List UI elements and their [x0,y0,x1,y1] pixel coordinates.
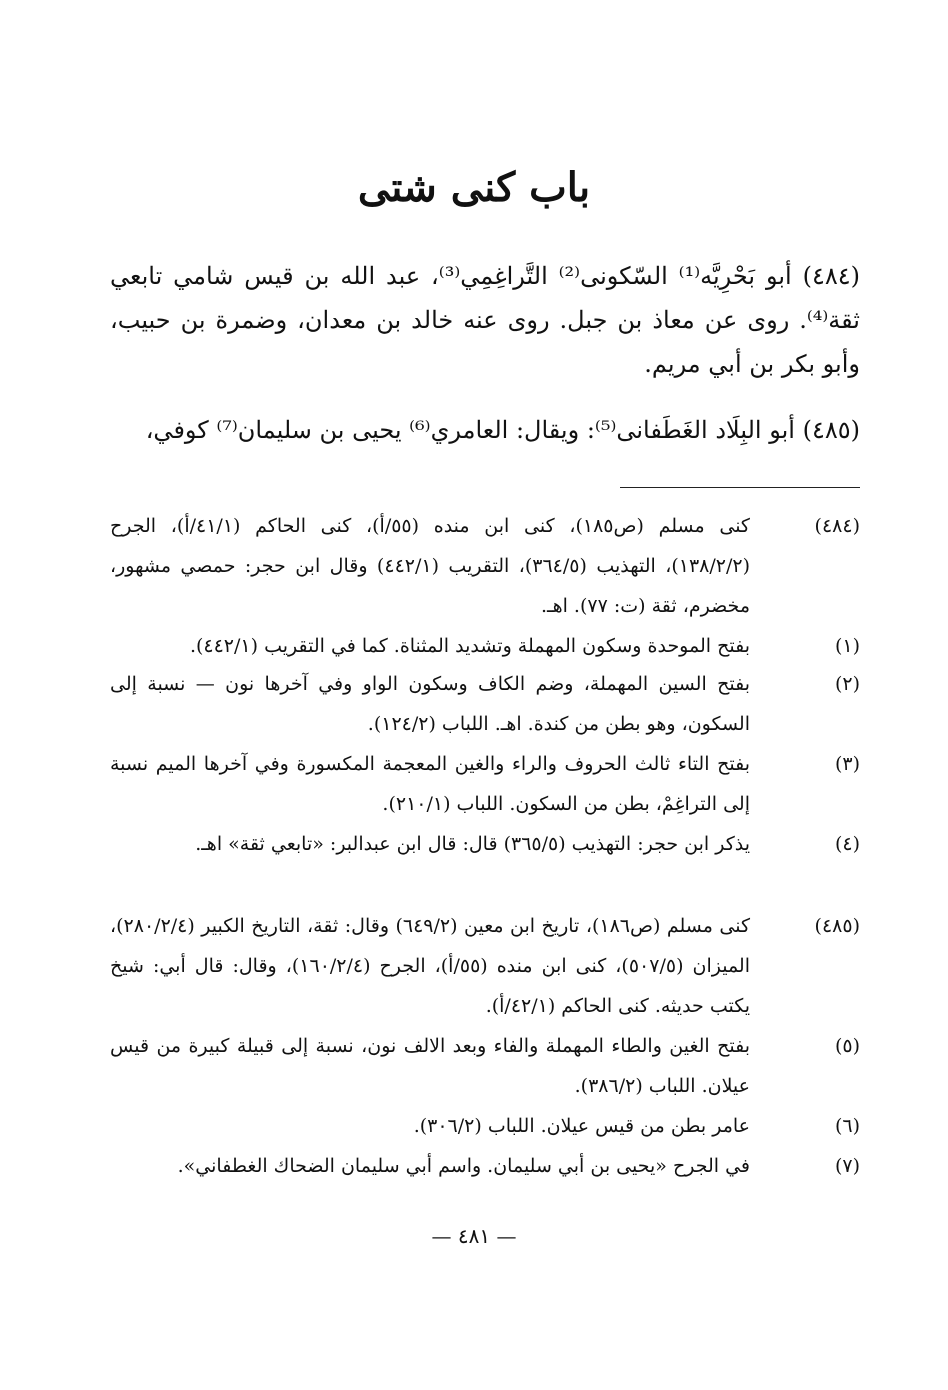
footnote-number: (١) [834,635,860,657]
footnote-number: (٦) [834,1115,860,1137]
footnote-number: (٥) [834,1035,860,1057]
footnote-text: كنى مسلم (ص١٨٦)، تاريخ ابن معين (٦٤٩/٢) وقال: ثقة، التاريخ الكبير (٢٨٠/٢/٤)، الميزان (٥٠٧/٥)، كنى ابن منده (٥٥/أ)، الجرح (١٦٠/٢/٤)، وقال: قال أبي: شيخ يكتب حديثه. كنى الحاكم (٤٢/١/أ). [110,915,751,1017]
footnote-number: (٤٨٤) [814,515,860,537]
footnote-number: (٣) [834,753,860,775]
footnote-number: (٤٨٥) [814,915,860,937]
footnote-text: بفتح التاء ثالث الحروف والراء والغين المعجمة المكسورة وفي آخرها الميم نسبة إلى التراغِمْ، بطن من السكون. اللباب (٢١٠/١). [110,753,750,815]
footnote-text: في الجرح «يحيى بن أبي سليمان. واسم أبي سليمان الضحاك الغطفاني». [177,1155,750,1177]
footnote-text: بفتح الغين والطاء المهملة والفاء وبعد الالف نون، نسبة إلى قبيلة كبيرة من قيس عيلان. اللباب (٣٨٦/٢). [110,1035,750,1097]
footnote-7 [110,1146,860,1186]
footnote-text: عامر بطن من قيس عيلان. اللباب (٣٠٦/٢). [413,1115,750,1137]
footnote-text: بفتح الموحدة وسكون المهملة وتشديد المثناة. كما في التقريب (٤٤٢/١). [189,635,750,657]
page-number: — ٤٨١ — [431,1224,517,1248]
footnote-4 [110,824,860,864]
footnote-3 [110,744,860,824]
footnote-number: (٢) [834,673,860,695]
footnote-text: يذكر ابن حجر: التهذيب (٣٦٥/٥) قال: قال ابن عبدالبر: «تابعي ثقة» اهـ. [195,833,750,855]
footnote-text: كنى مسلم (ص١٨٥)، كنى ابن منده (٥٥/أ)، كنى الحاكم (٤١/١/أ)، الجرح (١٣٨/٢/٢)، التهذيب (٣٦٤/٥)، التقريب (٤٤٢/١) وقال ابن حجر: حمصي مشهور، مخضرم، ثقة (ت: ٧٧). اهـ. [110,515,751,617]
footnote-number: (٤) [834,833,860,855]
footnote-2 [110,664,860,744]
footnote-separator [620,487,860,488]
footnote-text: بفتح السين المهملة، وضم الكاف وسكون الواو وفي آخرها نون — نسبة إلى السكون، وهو بطن من كندة. اهـ. اللباب (١٢٤/٢). [110,673,750,735]
entry-484: (٤٨٤) أبو بَحْرِيَّه⁽¹⁾ السّكونى⁽²⁾ التَّراغِمِي⁽³⁾، عبد الله بن قيس شامي تابعي ثقة⁽⁴⁾. روى عن معاذ بن جبل. روى عنه خالد بن معدان، وضمرة بن حبيب، وأبو بكر بن أبي مريم. [110,262,860,378]
footnote-484 [110,506,860,626]
footnote-6 [110,1106,860,1146]
footnote-number: (٧) [834,1155,860,1177]
footnote-1 [110,626,860,666]
footnote-5 [110,1026,860,1106]
footnote-485 [110,906,860,1026]
chapter-heading: باب كنى شتى [357,164,591,211]
entry-485: (٤٨٥) أبو البِلَاد الغَطَفانى⁽⁵⁾: ويقال: العامري⁽⁶⁾ يحيى بن سليمان⁽⁷⁾ كوفي، [145,416,860,444]
